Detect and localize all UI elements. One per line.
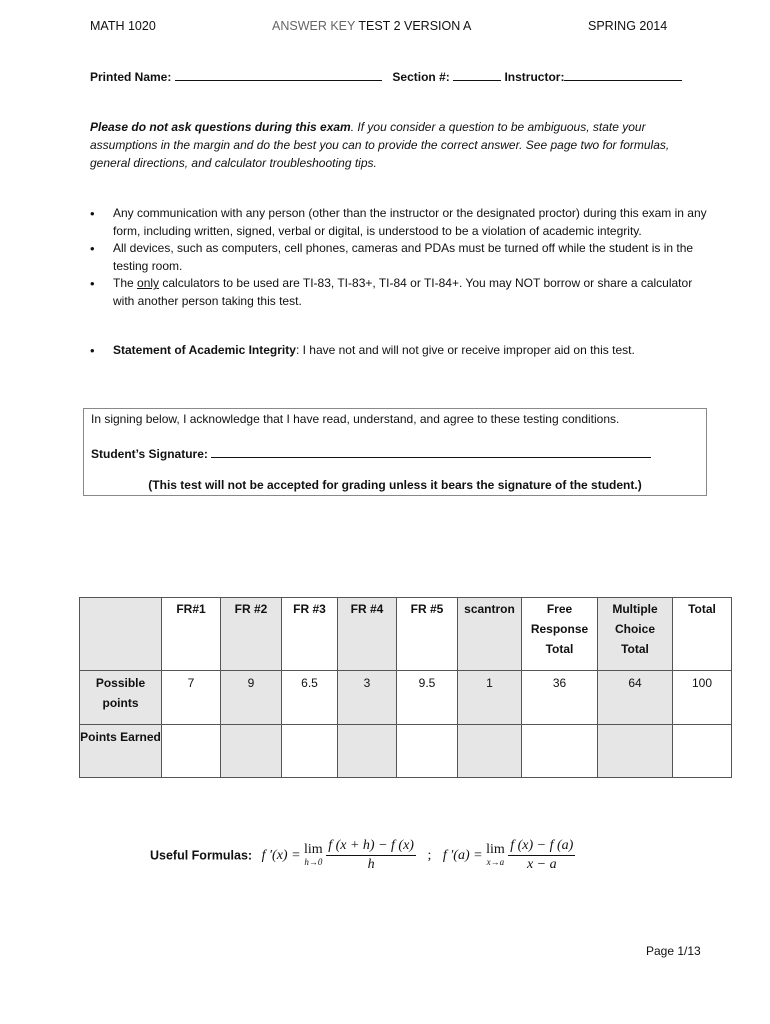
- table-row-earned: [80, 725, 732, 778]
- instructor-label: Instructor:: [504, 70, 565, 84]
- earned-scantron[interactable]: [458, 725, 522, 778]
- instructions-lead: Please do not ask questions during this exam: [90, 120, 351, 134]
- formula2-limit: [486, 841, 505, 868]
- rule-calculators-only: only: [137, 276, 160, 291]
- printed-name-label: Printed Name:: [90, 70, 172, 84]
- header-scantron: scantron: [458, 598, 522, 671]
- grade-table: [79, 597, 732, 778]
- header-fr2: FR #2: [221, 598, 282, 671]
- formula2-sub: x→a: [486, 856, 505, 867]
- formula2-numerator: f (x) − f (a): [508, 838, 575, 856]
- integrity-list: [90, 342, 715, 360]
- earned-mc-total[interactable]: [598, 725, 673, 778]
- formula2-denominator: x − a: [526, 857, 557, 872]
- signature-note: (This test will not be accepted for grading unless it bears the signature of the student.): [148, 478, 642, 492]
- term: SPRING 2014: [588, 19, 668, 33]
- formula1-lim: lim: [304, 841, 323, 857]
- rule-communication: • Any communication with any person (other than the instructor or the designated proctor) during this exam in any form, including written, signed, verbal or digital, is understood to be a violation of academic integrity.: [90, 205, 715, 240]
- integrity-label: Statement of Academic Integrity: [113, 343, 296, 357]
- header-fr5: FR #5: [397, 598, 458, 671]
- possible-fr5: 9.5: [397, 671, 458, 725]
- header-total: Total: [673, 598, 732, 671]
- earned-fr1[interactable]: [162, 725, 221, 778]
- possible-fr4: 3: [338, 671, 397, 725]
- earned-fr2[interactable]: [221, 725, 282, 778]
- rule-integrity: [90, 342, 715, 360]
- rule-calculators-post: calculators to be used are TI-83, TI-83+, TI-84 or TI-84+. You may NOT borrow or share a calculator with another person taking this test.: [113, 276, 693, 308]
- signature-line[interactable]: [211, 446, 651, 458]
- formula2-fraction: [508, 838, 575, 873]
- header-fr1: FR#1: [162, 598, 221, 671]
- section-line[interactable]: [453, 69, 501, 81]
- possible-scantron: 1: [458, 671, 522, 725]
- formula1-lhs: f ′(x) =: [261, 847, 301, 863]
- rule-calculators: [90, 275, 715, 310]
- possible-total: 100: [673, 671, 732, 725]
- table-row-possible: [80, 671, 732, 725]
- signature-label: Student’s Signature:: [91, 447, 208, 461]
- exam-version: TEST 2 VERSION A: [355, 19, 472, 33]
- possible-points-label: Possible points: [80, 671, 162, 725]
- integrity-text: : I have not and will not give or receive improper aid on this test.: [295, 343, 635, 357]
- table-header-row: [80, 598, 732, 671]
- instructions: [90, 118, 710, 172]
- derivative-formula-h: [261, 838, 420, 872]
- earned-fr3[interactable]: [282, 725, 338, 778]
- acknowledgement-text: In signing below, I acknowledge that I have read, understand, and agree to these testing conditions.: [91, 412, 620, 426]
- rules-list: [90, 205, 715, 311]
- possible-fr-total: 36: [522, 671, 598, 725]
- derivative-formula-a: [442, 838, 576, 872]
- formulas-label: Useful Formulas:: [150, 848, 253, 863]
- possible-fr2: 9: [221, 671, 282, 725]
- page-number: Page 1/13: [646, 944, 701, 958]
- rule-devices: • All devices, such as computers, cell phones, cameras and PDAs must be turned off while the student is in the testing room.: [90, 240, 715, 275]
- name-fields: [90, 69, 682, 84]
- possible-fr1: 7: [162, 671, 221, 725]
- possible-mc-total: 64: [598, 671, 673, 725]
- useful-formulas: [150, 838, 575, 873]
- table-corner-cell: [80, 598, 162, 671]
- header-fr3: FR #3: [282, 598, 338, 671]
- possible-fr3: 6.5: [282, 671, 338, 725]
- formula-separator: ;: [427, 847, 432, 863]
- instructor-line[interactable]: [564, 69, 682, 81]
- rule-calculators-pre: The: [113, 276, 138, 291]
- header-fr4: FR #4: [338, 598, 397, 671]
- course-code: MATH 1020: [90, 19, 156, 33]
- earned-fr5[interactable]: [397, 725, 458, 778]
- formula1-fraction: [326, 838, 416, 873]
- instructions-rest: . If you consider a question to be ambiguous, state your assumptions in the margin and do the best you can to provide the correct answer. See page two for formulas, general directions, and calculator troubleshooting tips.: [90, 120, 670, 170]
- section-label: Section #:: [392, 70, 450, 84]
- header-multiple-choice-total: Multiple Choice Total: [598, 598, 673, 671]
- formula2-lhs: f ′(a) =: [442, 847, 483, 863]
- earned-fr4[interactable]: [338, 725, 397, 778]
- answer-key-label: ANSWER KEY: [272, 19, 356, 33]
- formula2-lim: lim: [486, 841, 505, 857]
- signature-row: [91, 446, 651, 461]
- formula1-sub: h→0: [304, 856, 323, 867]
- formula1-denominator: h: [367, 857, 375, 872]
- exam-title: [272, 19, 471, 33]
- earned-total[interactable]: [673, 725, 732, 778]
- earned-fr-total[interactable]: [522, 725, 598, 778]
- points-earned-label: Points Earned: [80, 725, 162, 778]
- printed-name-line[interactable]: [175, 69, 382, 81]
- formula1-numerator: f (x + h) − f (x): [326, 838, 416, 856]
- formula1-limit: [304, 841, 323, 868]
- header-free-response-total: Free Response Total: [522, 598, 598, 671]
- signature-box: [83, 408, 707, 496]
